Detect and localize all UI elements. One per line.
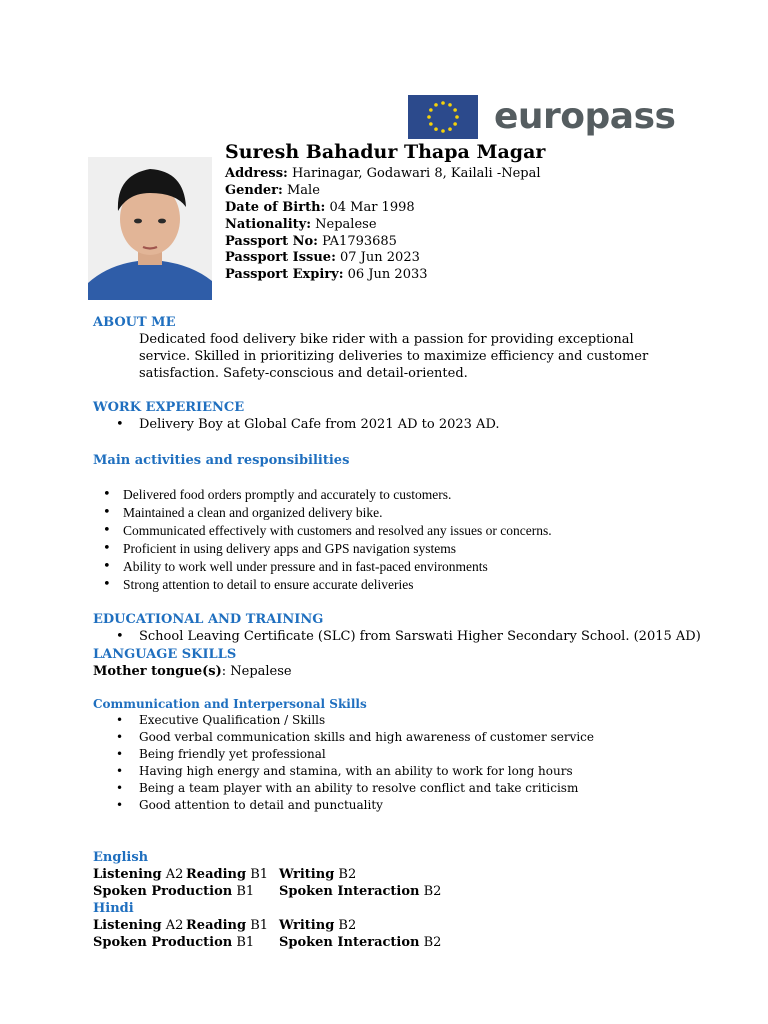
- bullet-icon: •: [116, 713, 124, 727]
- listening-skill: [93, 867, 183, 882]
- bullet-icon: •: [103, 541, 111, 556]
- skill-value: B1: [232, 884, 255, 899]
- skill-value: B2: [334, 867, 357, 882]
- skill-value: B2: [334, 918, 357, 933]
- bullet-icon: •: [116, 629, 124, 644]
- field-value: Harinagar, Godawari 8, Kailali -Nepal: [287, 166, 541, 181]
- passport-no-field: [225, 234, 397, 249]
- field-value: Male: [282, 183, 320, 198]
- field-label: Nationality:: [225, 217, 312, 232]
- field-label: Date of Birth:: [225, 200, 326, 215]
- eu-star-icon: [434, 103, 438, 107]
- bullet-icon: •: [116, 781, 124, 795]
- bullet-icon: •: [103, 577, 111, 592]
- eu-star-icon: [434, 127, 438, 131]
- communication-item: Being a team player with an ability to resolve conflict and take criticism: [139, 781, 579, 795]
- about-line: Dedicated food delivery bike rider with a passion for providing exceptional: [139, 332, 634, 347]
- writing-skill: [279, 918, 356, 933]
- skill-label: Spoken Production: [93, 884, 233, 899]
- listening-skill: [93, 918, 183, 933]
- bullet-icon: •: [116, 747, 124, 761]
- mother-tongue: [93, 664, 292, 679]
- skill-value: A2: [161, 867, 184, 882]
- skill-label: Reading: [186, 867, 247, 882]
- skill-value: B2: [419, 935, 442, 950]
- field-label: Passport Expiry:: [225, 267, 344, 282]
- eu-star-icon: [453, 108, 457, 112]
- eu-star-icon: [453, 122, 457, 126]
- bullet-icon: •: [116, 798, 124, 812]
- reading-skill: [186, 918, 268, 933]
- bullet-icon: •: [103, 487, 111, 502]
- spoken-production-skill: [93, 884, 254, 899]
- bullet-icon: •: [103, 505, 111, 520]
- education-item: School Leaving Certificate (SLC) from Sarswati Higher Secondary School. (2015 AD): [139, 629, 701, 644]
- reading-skill: [186, 867, 268, 882]
- activity-item: Maintained a clean and organized delivery bike.: [123, 505, 383, 520]
- skill-label: Reading: [186, 918, 247, 933]
- eu-star-icon: [429, 108, 433, 112]
- eu-star-icon: [441, 101, 445, 105]
- about-line: satisfaction. Safety-conscious and detail-oriented.: [139, 366, 468, 381]
- eu-star-icon: [441, 129, 445, 133]
- gender-field: [225, 183, 320, 198]
- eu-star-icon: [448, 103, 452, 107]
- about-heading: ABOUT ME: [93, 315, 176, 330]
- bullet-icon: •: [103, 523, 111, 538]
- eu-flag-icon: [408, 95, 478, 139]
- skill-label: Spoken Interaction: [279, 935, 420, 950]
- dob-field: [225, 200, 415, 215]
- field-label: Gender:: [225, 183, 283, 198]
- field-value: PA1793685: [317, 234, 397, 249]
- bullet-icon: •: [116, 417, 124, 432]
- skill-label: Writing: [279, 918, 335, 933]
- field-label: Passport No:: [225, 234, 318, 249]
- skill-value: B1: [246, 867, 269, 882]
- spoken-production-skill: [93, 935, 254, 950]
- communication-heading: Communication and Interpersonal Skills: [93, 697, 367, 711]
- communication-item: Good verbal communication skills and high awareness of customer service: [139, 730, 595, 744]
- activity-item: Ability to work well under pressure and in fast-paced environments: [123, 559, 488, 574]
- field-value: Nepalese: [311, 217, 377, 232]
- skill-value: B2: [419, 884, 442, 899]
- europass-wordmark: europass: [494, 96, 676, 137]
- bullet-icon: •: [116, 764, 124, 778]
- about-line: service. Skilled in prioritizing deliveries to maximize efficiency and customer: [139, 349, 649, 364]
- language-name-hindi: Hindi: [93, 901, 134, 916]
- bullet-icon: •: [103, 559, 111, 574]
- field-label: Passport Issue:: [225, 250, 336, 265]
- profile-photo: [88, 157, 212, 300]
- nationality-field: [225, 217, 377, 232]
- skill-value: B1: [232, 935, 255, 950]
- writing-skill: [279, 867, 356, 882]
- communication-item: Good attention to detail and punctuality: [139, 798, 383, 812]
- activities-heading: Main activities and responsibilities: [93, 453, 350, 468]
- field-value: 07 Jun 2023: [335, 250, 420, 265]
- activity-item: Proficient in using delivery apps and GPS navigation systems: [123, 541, 456, 556]
- communication-item: Executive Qualification / Skills: [139, 713, 326, 727]
- activity-item: Delivered food orders promptly and accurately to customers.: [123, 487, 452, 502]
- bullet-icon: •: [116, 730, 124, 744]
- language-heading: LANGUAGE SKILLS: [93, 647, 237, 662]
- eu-star-icon: [448, 127, 452, 131]
- field-label: Address:: [225, 166, 288, 181]
- mother-tongue-label: Mother tongue(s): [93, 664, 222, 679]
- skill-label: Writing: [279, 867, 335, 882]
- activity-item: Strong attention to detail to ensure accurate deliveries: [123, 577, 414, 592]
- mother-tongue-value: : Nepalese: [221, 664, 292, 679]
- eu-star-icon: [427, 115, 431, 119]
- passport-expiry-field: [225, 267, 428, 282]
- skill-value: B1: [246, 918, 269, 933]
- education-heading: EDUCATIONAL AND TRAINING: [93, 612, 324, 627]
- communication-item: Having high energy and stamina, with an ability to work for long hours: [139, 764, 573, 778]
- address-field: [225, 166, 541, 181]
- passport-issue-field: [225, 250, 420, 265]
- activity-item: Communicated effectively with customers and resolved any issues or concerns.: [123, 523, 552, 538]
- skill-label: Listening: [93, 867, 162, 882]
- skill-label: Spoken Production: [93, 935, 233, 950]
- eu-star-icon: [455, 115, 459, 119]
- work-item: Delivery Boy at Global Cafe from 2021 AD to 2023 AD.: [139, 417, 500, 432]
- skill-value: A2: [161, 918, 184, 933]
- spoken-interaction-skill: [279, 884, 441, 899]
- field-value: 04 Mar 1998: [325, 200, 415, 215]
- field-value: 06 Jun 2033: [343, 267, 428, 282]
- candidate-name: Suresh Bahadur Thapa Magar: [225, 141, 546, 163]
- eu-star-icon: [429, 122, 433, 126]
- skill-label: Listening: [93, 918, 162, 933]
- europass-logo: [408, 95, 676, 139]
- work-heading: WORK EXPERIENCE: [93, 400, 245, 415]
- language-name-english: English: [93, 850, 149, 865]
- spoken-interaction-skill: [279, 935, 441, 950]
- communication-item: Being friendly yet professional: [139, 747, 326, 761]
- skill-label: Spoken Interaction: [279, 884, 420, 899]
